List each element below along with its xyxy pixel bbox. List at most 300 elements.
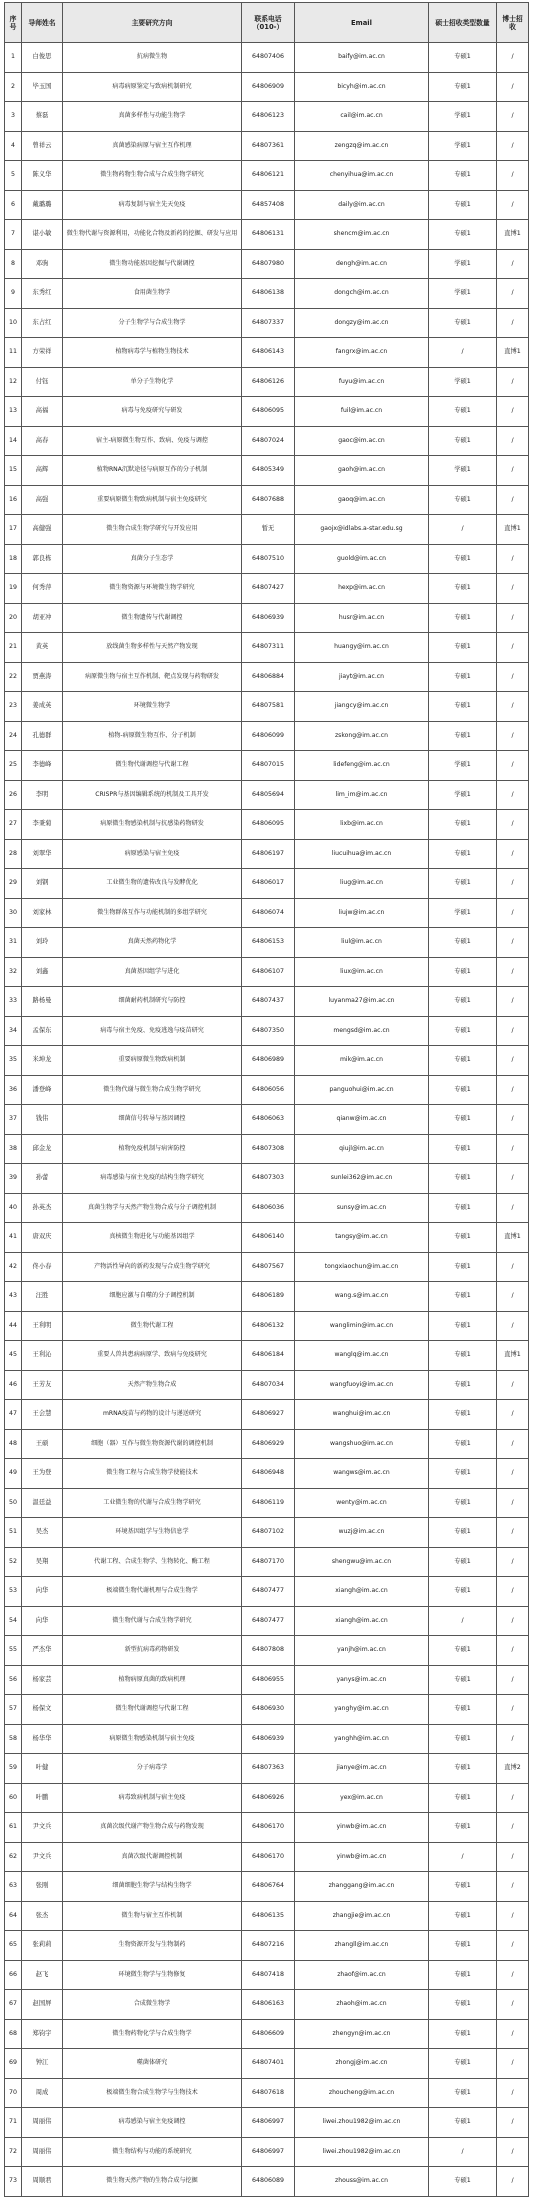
cell-phd-quota: / xyxy=(497,279,529,309)
cell-seq: 30 xyxy=(5,898,22,928)
cell-seq: 33 xyxy=(5,987,22,1017)
cell-email[interactable]: liug@im.ac.cn xyxy=(295,869,429,899)
cell-email[interactable]: bicyh@im.ac.cn xyxy=(295,72,429,102)
cell-phone: 64806123 xyxy=(242,102,295,132)
cell-master-quota: 专硕1 xyxy=(429,544,497,574)
cell-email[interactable]: yinwb@im.ac.cn xyxy=(295,1842,429,1872)
cell-name: 周丽伟 xyxy=(22,2137,63,2167)
cell-seq: 52 xyxy=(5,1547,22,1577)
cell-direction: 微生物遗传与代谢调控 xyxy=(63,603,242,633)
cell-email[interactable]: jiayt@im.ac.cn xyxy=(295,662,429,692)
cell-phone: 64807401 xyxy=(242,2049,295,2079)
cell-email[interactable]: daily@im.ac.cn xyxy=(295,190,429,220)
cell-email[interactable]: guold@im.ac.cn xyxy=(295,544,429,574)
cell-direction: 代谢工程、合成生物学、生物转化、酶工程 xyxy=(63,1547,242,1577)
cell-phone: 64807427 xyxy=(242,574,295,604)
cell-email[interactable]: fuil@im.ac.cn xyxy=(295,397,429,427)
cell-email[interactable]: tangsy@im.ac.cn xyxy=(295,1223,429,1253)
cell-master-quota: 专硕1 xyxy=(429,1400,497,1430)
cell-name: 王为登 xyxy=(22,1459,63,1489)
cell-email[interactable]: zhanggang@im.ac.cn xyxy=(295,1872,429,1902)
cell-direction: 环境基因组学与生物信息学 xyxy=(63,1518,242,1548)
table-row xyxy=(5,751,529,781)
cell-seq: 34 xyxy=(5,1016,22,1046)
cell-master-quota: 专硕1 xyxy=(429,1547,497,1577)
cell-name: 向华 xyxy=(22,1606,63,1636)
cell-name: 郭良栋 xyxy=(22,544,63,574)
cell-phd-quota: / xyxy=(497,1931,529,1961)
table-row xyxy=(5,131,529,161)
cell-phone: 64806189 xyxy=(242,1282,295,1312)
cell-phd-quota: / xyxy=(497,692,529,722)
cell-phd-quota: / xyxy=(497,161,529,191)
cell-master-quota: 专硕1 xyxy=(429,692,497,722)
cell-direction: 微生物天然产物的生物合成与挖掘 xyxy=(63,2167,242,2197)
table-row xyxy=(5,1518,529,1548)
cell-name: 何秀萍 xyxy=(22,574,63,604)
cell-direction: 微生物合成生物学研究与开发应用 xyxy=(63,515,242,545)
cell-direction: 病毒病原鉴定与致病机制研究 xyxy=(63,72,242,102)
cell-master-quota: / xyxy=(429,1606,497,1636)
cell-seq: 6 xyxy=(5,190,22,220)
cell-email[interactable]: mengsd@im.ac.cn xyxy=(295,1016,429,1046)
cell-email[interactable]: lidefeng@im.ac.cn xyxy=(295,751,429,781)
cell-seq: 21 xyxy=(5,633,22,663)
cell-phd-quota: / xyxy=(497,839,529,869)
cell-email[interactable]: zhangjie@im.ac.cn xyxy=(295,1901,429,1931)
cell-email[interactable]: gaoc@im.ac.cn xyxy=(295,426,429,456)
cell-email[interactable]: zhouss@im.ac.cn xyxy=(295,2167,429,2197)
cell-seq: 19 xyxy=(5,574,22,604)
cell-direction: 微生物功能基因挖掘与代谢调控 xyxy=(63,249,242,279)
table-row xyxy=(5,485,529,515)
cell-email[interactable]: shencm@im.ac.cn xyxy=(295,220,429,250)
cell-phone: 64806764 xyxy=(242,1872,295,1902)
cell-seq: 22 xyxy=(5,662,22,692)
cell-name: 吴翔 xyxy=(22,1547,63,1577)
cell-seq: 64 xyxy=(5,1901,22,1931)
cell-phd-quota: / xyxy=(497,721,529,751)
table-row xyxy=(5,1842,529,1872)
cell-seq: 53 xyxy=(5,1577,22,1607)
cell-phd-quota: / xyxy=(497,544,529,574)
table-row xyxy=(5,102,529,132)
cell-phd-quota: / xyxy=(497,869,529,899)
cell-email[interactable]: wang.s@im.ac.cn xyxy=(295,1282,429,1312)
cell-master-quota: 专硕1 xyxy=(429,1518,497,1548)
cell-email[interactable]: xiangh@im.ac.cn xyxy=(295,1606,429,1636)
cell-name: 杨家芸 xyxy=(22,1665,63,1695)
table-row xyxy=(5,308,529,338)
cell-master-quota: 专硕1 xyxy=(429,662,497,692)
cell-master-quota: 专硕1 xyxy=(429,1872,497,1902)
cell-direction: 食用菌生物学 xyxy=(63,279,242,309)
cell-phone: 64806089 xyxy=(242,2167,295,2197)
cell-email[interactable]: yinwb@im.ac.cn xyxy=(295,1813,429,1843)
cell-phd-quota: / xyxy=(497,1695,529,1725)
cell-name: 叶健 xyxy=(22,1754,63,1784)
cell-phone: 64807034 xyxy=(242,1370,295,1400)
table-row xyxy=(5,2078,529,2108)
cell-direction: 细胞（器）互作与微生物资源代谢的调控机制 xyxy=(63,1429,242,1459)
cell-email[interactable]: liujw@im.ac.cn xyxy=(295,898,429,928)
cell-phone: 64806939 xyxy=(242,1724,295,1754)
cell-email[interactable]: cail@im.ac.cn xyxy=(295,102,429,132)
cell-phd-quota: / xyxy=(497,1901,529,1931)
cell-master-quota: 学硕1 xyxy=(429,751,497,781)
cell-email[interactable]: zskong@im.ac.cn xyxy=(295,721,429,751)
cell-name: 杨保文 xyxy=(22,1695,63,1725)
cell-name: 尹文兵 xyxy=(22,1813,63,1843)
cell-seq: 37 xyxy=(5,1105,22,1135)
cell-email[interactable]: mik@im.ac.cn xyxy=(295,1046,429,1076)
cell-phd-quota: / xyxy=(497,898,529,928)
cell-master-quota: 专硕1 xyxy=(429,1459,497,1489)
cell-master-quota: 专硕1 xyxy=(429,485,497,515)
table-row xyxy=(5,1105,529,1135)
header-seq: 序号 xyxy=(5,3,22,43)
cell-direction: 病毒致病机制与宿主免疫 xyxy=(63,1783,242,1813)
cell-seq: 66 xyxy=(5,1960,22,1990)
cell-seq: 35 xyxy=(5,1046,22,1076)
cell-phd-quota: / xyxy=(497,397,529,427)
cell-phd-quota: / xyxy=(497,1046,529,1076)
cell-phd-quota: / xyxy=(497,102,529,132)
cell-direction: 极端微生物代谢机理与合成生物学 xyxy=(63,1577,242,1607)
table-row xyxy=(5,1901,529,1931)
cell-master-quota: 学硕1 xyxy=(429,367,497,397)
cell-seq: 42 xyxy=(5,1252,22,1282)
cell-seq: 23 xyxy=(5,692,22,722)
cell-master-quota: 学硕1 xyxy=(429,780,497,810)
cell-email[interactable]: panguohui@im.ac.cn xyxy=(295,1075,429,1105)
table-row xyxy=(5,2137,529,2167)
cell-phone: 64806121 xyxy=(242,161,295,191)
cell-master-quota: 专硕1 xyxy=(429,1665,497,1695)
cell-email[interactable]: gaoq@im.ac.cn xyxy=(295,485,429,515)
cell-seq: 43 xyxy=(5,1282,22,1312)
cell-email[interactable]: yanys@im.ac.cn xyxy=(295,1665,429,1695)
table-row xyxy=(5,928,529,958)
cell-phone: 64807618 xyxy=(242,2078,295,2108)
cell-name: 李德峰 xyxy=(22,751,63,781)
cell-seq: 73 xyxy=(5,2167,22,2197)
cell-name: 王利沁 xyxy=(22,1341,63,1371)
table-row xyxy=(5,72,529,102)
cell-email[interactable]: hexp@im.ac.cn xyxy=(295,574,429,604)
cell-email[interactable]: zhangll@im.ac.cn xyxy=(295,1931,429,1961)
cell-phone: 64806036 xyxy=(242,1193,295,1223)
header-direction: 主要研究方向 xyxy=(63,3,242,43)
cell-email[interactable]: xiangh@im.ac.cn xyxy=(295,1577,429,1607)
cell-seq: 47 xyxy=(5,1400,22,1430)
cell-phone: 64806927 xyxy=(242,1400,295,1430)
cell-phone: 64806074 xyxy=(242,898,295,928)
header-row xyxy=(5,3,529,43)
cell-email[interactable]: jiangcy@im.ac.cn xyxy=(295,692,429,722)
cell-email[interactable]: zhongj@im.ac.cn xyxy=(295,2049,429,2079)
cell-email[interactable]: yanjh@im.ac.cn xyxy=(295,1636,429,1666)
cell-email[interactable]: husr@im.ac.cn xyxy=(295,603,429,633)
cell-email[interactable]: jianye@im.ac.cn xyxy=(295,1754,429,1784)
cell-direction: 真菌感染病原与宿主互作机理 xyxy=(63,131,242,161)
cell-email[interactable]: wanghui@im.ac.cn xyxy=(295,1400,429,1430)
cell-master-quota: 学硕1 xyxy=(429,456,497,486)
cell-seq: 54 xyxy=(5,1606,22,1636)
cell-email[interactable]: tongxiaochun@im.ac.cn xyxy=(295,1252,429,1282)
table-row xyxy=(5,1400,529,1430)
cell-master-quota: 学硕1 xyxy=(429,279,497,309)
cell-seq: 56 xyxy=(5,1665,22,1695)
cell-seq: 69 xyxy=(5,2049,22,2079)
cell-name: 孙蕾 xyxy=(22,1164,63,1194)
cell-phd-quota: / xyxy=(497,1459,529,1489)
table-row xyxy=(5,1960,529,1990)
cell-seq: 65 xyxy=(5,1931,22,1961)
cell-master-quota: / xyxy=(429,515,497,545)
cell-seq: 20 xyxy=(5,603,22,633)
cell-name: 张刚 xyxy=(22,1872,63,1902)
table-row xyxy=(5,2108,529,2138)
cell-phone: 64807350 xyxy=(242,1016,295,1046)
cell-direction: 病原微生物感染机制与宿主免疫 xyxy=(63,1724,242,1754)
cell-email[interactable]: wuzj@im.ac.cn xyxy=(295,1518,429,1548)
cell-name: 蔡磊 xyxy=(22,102,63,132)
cell-name: 王芳友 xyxy=(22,1370,63,1400)
cell-seq: 26 xyxy=(5,780,22,810)
cell-seq: 61 xyxy=(5,1813,22,1843)
cell-phd-quota: / xyxy=(497,780,529,810)
cell-name: 陈义华 xyxy=(22,161,63,191)
cell-seq: 46 xyxy=(5,1370,22,1400)
cell-phd-quota: / xyxy=(497,1282,529,1312)
cell-direction: 微生物代谢与资源利用，功能化合物及新药的挖掘、研发与应用 xyxy=(63,220,242,250)
table-row xyxy=(5,279,529,309)
cell-phd-quota: / xyxy=(497,1075,529,1105)
cell-phd-quota: / xyxy=(497,485,529,515)
cell-direction: 病原感染与宿主免疫 xyxy=(63,839,242,869)
cell-name: 方荣祥 xyxy=(22,338,63,368)
cell-email[interactable]: shengwu@im.ac.cn xyxy=(295,1547,429,1577)
cell-direction: 微生物代谢与微生物合成生物学研究 xyxy=(63,1075,242,1105)
cell-phone: 64806926 xyxy=(242,1783,295,1813)
cell-email[interactable]: wangfuoyi@im.ac.cn xyxy=(295,1370,429,1400)
cell-name: 李秉菊 xyxy=(22,810,63,840)
cell-seq: 10 xyxy=(5,308,22,338)
cell-email[interactable]: lixb@im.ac.cn xyxy=(295,810,429,840)
cell-phd-quota: / xyxy=(497,1842,529,1872)
cell-email[interactable]: zhoucheng@im.ac.cn xyxy=(295,2078,429,2108)
cell-phd-quota: / xyxy=(497,2137,529,2167)
cell-direction: 真菌基因组学与进化 xyxy=(63,957,242,987)
cell-master-quota: 专硕1 xyxy=(429,1754,497,1784)
cell-direction: 微生物群落互作与功能机制的多组学研究 xyxy=(63,898,242,928)
cell-phone: 64807361 xyxy=(242,131,295,161)
table-row xyxy=(5,456,529,486)
cell-seq: 62 xyxy=(5,1842,22,1872)
table-row xyxy=(5,515,529,545)
cell-master-quota: 专硕1 xyxy=(429,1488,497,1518)
cell-email[interactable]: lim_im@im.ac.cn xyxy=(295,780,429,810)
cell-seq: 1 xyxy=(5,43,22,73)
cell-email[interactable]: yanghy@im.ac.cn xyxy=(295,1695,429,1725)
cell-master-quota: 专硕1 xyxy=(429,1783,497,1813)
cell-phone: 64807303 xyxy=(242,1164,295,1194)
cell-master-quota: 专硕1 xyxy=(429,1164,497,1194)
cell-phone: 64806095 xyxy=(242,810,295,840)
cell-master-quota: 专硕1 xyxy=(429,1960,497,1990)
table-row xyxy=(5,1872,529,1902)
cell-name: 周成 xyxy=(22,2078,63,2108)
cell-seq: 38 xyxy=(5,1134,22,1164)
cell-email[interactable]: dengh@im.ac.cn xyxy=(295,249,429,279)
cell-phd-quota: / xyxy=(497,1134,529,1164)
table-row xyxy=(5,957,529,987)
cell-master-quota: 专硕1 xyxy=(429,1341,497,1371)
cell-name: 严杰华 xyxy=(22,1636,63,1666)
cell-email[interactable]: liucuihua@im.ac.cn xyxy=(295,839,429,869)
cell-seq: 49 xyxy=(5,1459,22,1489)
cell-name: 叶鹏 xyxy=(22,1783,63,1813)
table-row xyxy=(5,1016,529,1046)
cell-name: 王硕 xyxy=(22,1429,63,1459)
cell-direction: 真菌生物学与天然产物生物合成与分子调控机制 xyxy=(63,1193,242,1223)
cell-phd-quota: / xyxy=(497,1872,529,1902)
cell-email[interactable]: zhaof@im.ac.cn xyxy=(295,1960,429,1990)
cell-direction: 新型抗病毒药物研发 xyxy=(63,1636,242,1666)
cell-phd-quota: / xyxy=(497,1311,529,1341)
cell-name: 李明 xyxy=(22,780,63,810)
cell-name: 孙英杰 xyxy=(22,1193,63,1223)
cell-phd-quota: / xyxy=(497,1724,529,1754)
cell-phd-quota: / xyxy=(497,633,529,663)
cell-email[interactable]: wangshuo@im.ac.cn xyxy=(295,1429,429,1459)
cell-direction: 病原微生物感染机制与抗感染药物研发 xyxy=(63,810,242,840)
cell-master-quota: 专硕1 xyxy=(429,603,497,633)
cell-phd-quota: / xyxy=(497,1990,529,2020)
cell-name: 郑钧宇 xyxy=(22,2019,63,2049)
cell-master-quota: 专硕1 xyxy=(429,721,497,751)
cell-seq: 27 xyxy=(5,810,22,840)
cell-email[interactable]: baify@im.ac.cn xyxy=(295,43,429,73)
cell-email[interactable]: huangy@im.ac.cn xyxy=(295,633,429,663)
cell-phone: 64807980 xyxy=(242,249,295,279)
cell-master-quota: 学硕1 xyxy=(429,102,497,132)
cell-email[interactable]: fangrx@im.ac.cn xyxy=(295,338,429,368)
cell-email[interactable]: gaojx@idlabs.a-star.edu.sg xyxy=(295,515,429,545)
cell-email[interactable]: dongzy@im.ac.cn xyxy=(295,308,429,338)
cell-phd-quota: / xyxy=(497,1547,529,1577)
cell-phone: 64806107 xyxy=(242,957,295,987)
cell-direction: 微生物工程与合成生物学使能技术 xyxy=(63,1459,242,1489)
cell-phone: 64857408 xyxy=(242,190,295,220)
cell-email[interactable]: yanghh@im.ac.cn xyxy=(295,1724,429,1754)
cell-name: 毕玉国 xyxy=(22,72,63,102)
cell-phone: 64807015 xyxy=(242,751,295,781)
cell-email[interactable]: wanglq@im.ac.cn xyxy=(295,1341,429,1371)
cell-seq: 29 xyxy=(5,869,22,899)
cell-master-quota: 专硕1 xyxy=(429,1901,497,1931)
cell-phd-quota: / xyxy=(497,1429,529,1459)
cell-email[interactable]: wanglimin@im.ac.cn xyxy=(295,1311,429,1341)
cell-seq: 28 xyxy=(5,839,22,869)
cell-direction: 植物RNA沉默途径与病原互作的分子机制 xyxy=(63,456,242,486)
cell-email[interactable]: qianw@im.ac.cn xyxy=(295,1105,429,1135)
cell-name: 东占红 xyxy=(22,308,63,338)
table-row xyxy=(5,1370,529,1400)
cell-email[interactable]: zhaoh@im.ac.cn xyxy=(295,1990,429,2020)
cell-direction: 噬菌体研究 xyxy=(63,2049,242,2079)
cell-email[interactable]: liul@im.ac.cn xyxy=(295,928,429,958)
cell-email[interactable]: chenyihua@im.ac.cn xyxy=(295,161,429,191)
cell-email[interactable]: fuyu@im.ac.cn xyxy=(295,367,429,397)
cell-email[interactable]: luyanma27@im.ac.cn xyxy=(295,987,429,1017)
table-row xyxy=(5,869,529,899)
cell-direction: 植物病原真菌的致病机理 xyxy=(63,1665,242,1695)
cell-name: 高健强 xyxy=(22,515,63,545)
cell-phone: 64807337 xyxy=(242,308,295,338)
cell-phd-quota: / xyxy=(497,1193,529,1223)
table-row xyxy=(5,1223,529,1253)
table-row xyxy=(5,1636,529,1666)
cell-phone: 64806884 xyxy=(242,662,295,692)
cell-master-quota: 专硕1 xyxy=(429,928,497,958)
cell-email[interactable]: dongch@im.ac.cn xyxy=(295,279,429,309)
cell-email[interactable]: liux@im.ac.cn xyxy=(295,957,429,987)
cell-phone: 64806140 xyxy=(242,1223,295,1253)
cell-direction: 放线菌生物多样性与天然产物发现 xyxy=(63,633,242,663)
cell-email[interactable]: gaoh@im.ac.cn xyxy=(295,456,429,486)
cell-direction: 分子病毒学 xyxy=(63,1754,242,1784)
cell-master-quota: 专硕1 xyxy=(429,308,497,338)
cell-phd-quota: / xyxy=(497,1636,529,1666)
table-row xyxy=(5,603,529,633)
cell-email[interactable]: liwei.zhou1982@im.ac.cn xyxy=(295,2108,429,2138)
cell-direction: 微生物代谢调控与代谢工程 xyxy=(63,751,242,781)
cell-email[interactable]: wenty@im.ac.cn xyxy=(295,1488,429,1518)
cell-direction: 重要病原微生物致病机制 xyxy=(63,1046,242,1076)
cell-name: 张莉莉 xyxy=(22,1931,63,1961)
cell-email[interactable]: wangws@im.ac.cn xyxy=(295,1459,429,1489)
cell-master-quota: / xyxy=(429,2137,497,2167)
cell-phone: 64806930 xyxy=(242,1695,295,1725)
cell-email[interactable]: zengzq@im.ac.cn xyxy=(295,131,429,161)
cell-master-quota: 专硕1 xyxy=(429,43,497,73)
cell-direction: 细胞应激与自噬的分子调控机制 xyxy=(63,1282,242,1312)
cell-seq: 11 xyxy=(5,338,22,368)
cell-email[interactable]: sunsy@im.ac.cn xyxy=(295,1193,429,1223)
cell-seq: 36 xyxy=(5,1075,22,1105)
cell-email[interactable]: yex@im.ac.cn xyxy=(295,1783,429,1813)
cell-direction: 植物免疫机制与病害防控 xyxy=(63,1134,242,1164)
table-row xyxy=(5,662,529,692)
cell-email[interactable]: qiujl@im.ac.cn xyxy=(295,1134,429,1164)
cell-phone: 64807311 xyxy=(242,633,295,663)
cell-name: 邓驹 xyxy=(22,249,63,279)
cell-phone: 64807406 xyxy=(242,43,295,73)
cell-email[interactable]: zhengyn@im.ac.cn xyxy=(295,2019,429,2049)
cell-email[interactable]: liwei.zhou1982@im.ac.cn xyxy=(295,2137,429,2167)
cell-email[interactable]: sunlei362@im.ac.cn xyxy=(295,1164,429,1194)
table-row xyxy=(5,190,529,220)
cell-name: 姜成英 xyxy=(22,692,63,722)
cell-master-quota: 专硕1 xyxy=(429,633,497,663)
cell-phone: 64807437 xyxy=(242,987,295,1017)
cell-seq: 58 xyxy=(5,1724,22,1754)
cell-seq: 9 xyxy=(5,279,22,309)
cell-phone: 64805694 xyxy=(242,780,295,810)
cell-master-quota: 学硕1 xyxy=(429,898,497,928)
